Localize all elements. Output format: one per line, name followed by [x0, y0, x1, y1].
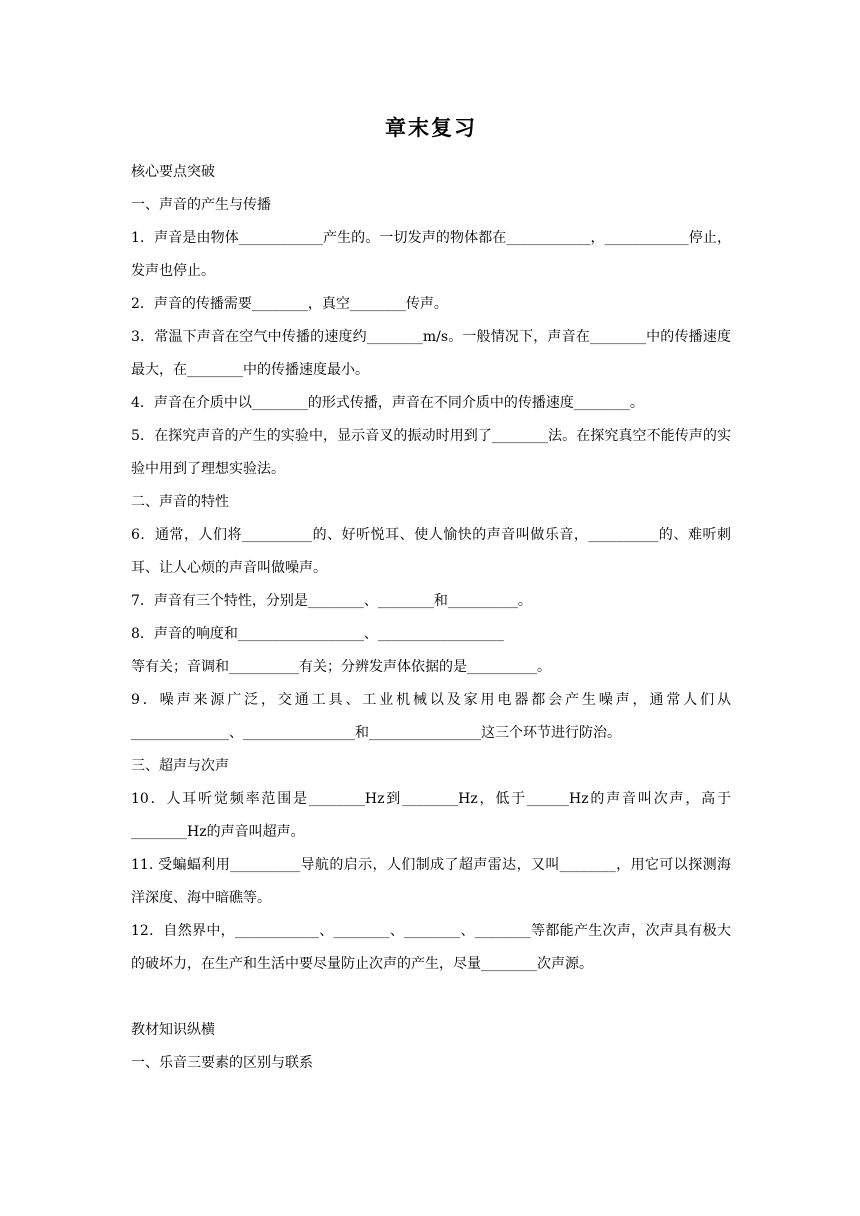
heading-sound-production: 一、声音的产生与传播: [131, 197, 271, 213]
question-7: 7．声音有三个特性，分别是________、________和__________。: [131, 593, 532, 609]
question-12: 12．自然界中，____________、________、________、________等都能产生次声，次声具有极大的破坏力，在生产和生活中要尽量防止次声的产生，尽量________次声源。: [131, 923, 731, 972]
document-page: [131, 112, 731, 1080]
question-4: 4．声音在介质中以________的形式传播，声音在不同介质中的传播速度________。: [131, 395, 644, 411]
question-1: 1．声音是由物体____________产生的。一切发声的物体都在____________，____________停止，发声也停止。: [131, 230, 731, 279]
question-11: 11. 受蝙蝠利用__________导航的启示，人们制成了超声雷达，又叫________，用它可以探测海洋深度、海中暗礁等。: [131, 857, 731, 906]
question-3: 3．常温下声音在空气中传播的速度约________m/s。一般情况下，声音在________中的传播速度最大，在________中的传播速度最小。: [131, 329, 731, 378]
question-5: 5．在探究声音的产生的实验中，显示音叉的振动时用到了________法。在探究真空不能传声的实验中用到了理想实验法。: [131, 428, 731, 477]
section-core-label: 核心要点突破: [131, 164, 215, 180]
question-10: 10．人耳听觉频率范围是________Hz到________Hz，低于______Hz的声音叫次声，高于________Hz的声音叫超声。: [131, 791, 731, 840]
question-9: 9．噪声来源广泛，交通工具、工业机械以及家用电器都会产生噪声，通常人们从______________、________________和________________这三个环节进行防治。: [131, 692, 731, 741]
question-6: 6．通常，人们将__________的、好听悦耳、使人愉快的声音叫做乐音，__________的、难听刺耳、让人心烦的声音叫做噪声。: [131, 527, 731, 576]
page-title: 章末复习: [385, 116, 477, 140]
heading-sound-properties: 二、声音的特性: [131, 494, 229, 510]
heading-musical-elements: 一、乐音三要素的区别与联系: [131, 1055, 313, 1071]
spacer: [131, 981, 731, 1014]
question-8-line-2: 等有关；音调和__________有关；分辨发声体依据的是__________。: [131, 659, 551, 675]
question-8-line-1: 8．声音的响度和__________________、__________________: [131, 626, 504, 642]
section-textbook-label: 教材知识纵横: [131, 1022, 215, 1038]
heading-ultrasound-infrasound: 三、超声与次声: [131, 758, 229, 774]
question-2: 2．声音的传播需要________，真空________传声。: [131, 296, 448, 312]
